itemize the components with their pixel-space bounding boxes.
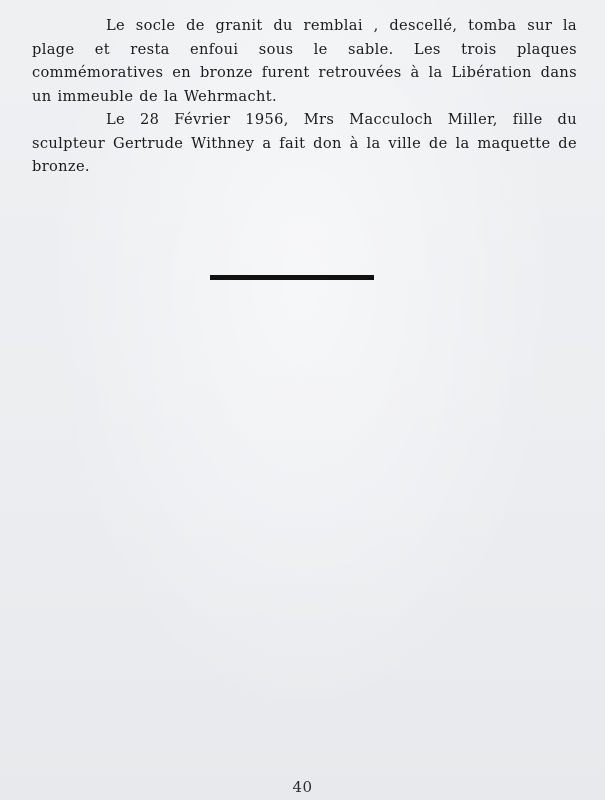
paragraph-2: Le 28 Février 1956, Mrs Macculoch Miller, fille du sculpteur Gertrude Withney a fait don à la ville de la maquette de bronze.: [32, 111, 577, 175]
paragraph-1: Le socle de granit du remblai , descellé, tomba sur la plage et resta enfoui sous le sable. Les trois plaques commémoratives en bronze furent retrouvées à la Libération dans un immeuble de la Wehrmacht.: [32, 17, 577, 105]
section-divider-rule: [210, 275, 374, 280]
page-number: 40: [292, 778, 313, 796]
body-text: [32, 14, 577, 179]
